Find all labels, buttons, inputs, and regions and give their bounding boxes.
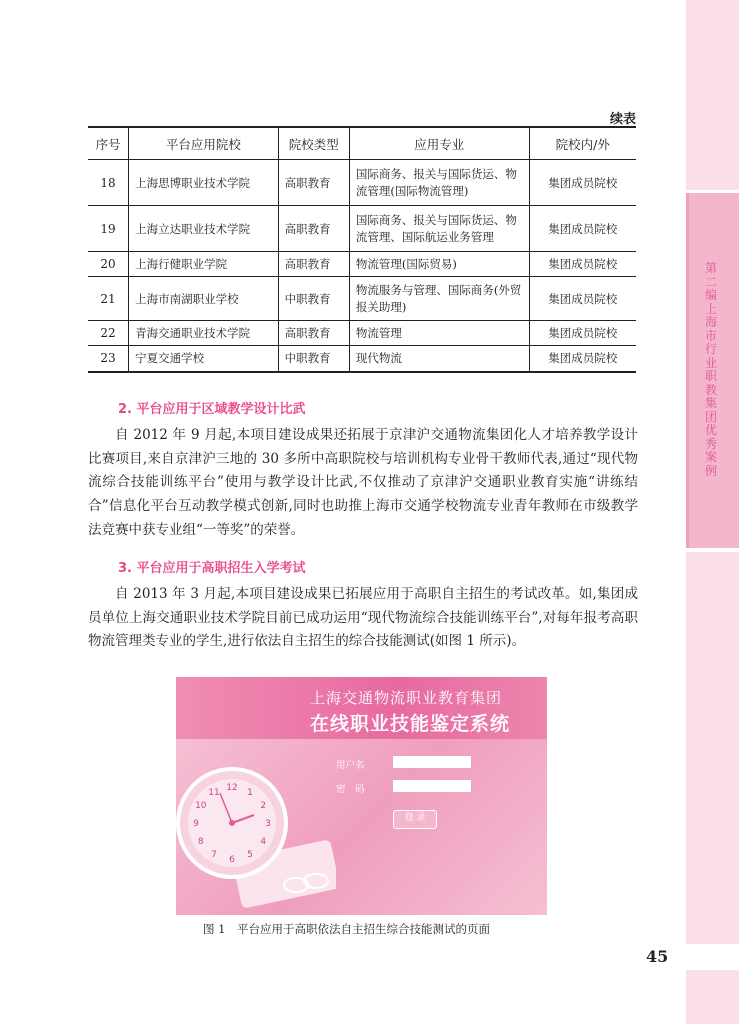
login-button[interactable]: 登 录 <box>393 810 437 829</box>
chapter-label: 第二编 上海市行业职教集团优秀案例 <box>704 261 717 478</box>
section-2-heading: 2. 平台应用于区域教学设计比武 <box>118 402 306 417</box>
clock-numeral: 9 <box>193 819 199 829</box>
cell-membership: 集团成员院校 <box>529 160 636 206</box>
section-2-body: 自 2012 年 9 月起,本项目建设成果还拓展于京津沪交通物流集团化人才培养教学设计比赛项目,来自京津沪三地的 30 多所中高职院校与培训机构专业骨干教师代表,通过“现代物流综合技能训练平台”使用与教学设计比武,不仅推动了京津沪交通职业教育实施“讲练结合”信息化平台互动教学模式创新,同时也助推上海市交通学校物流专业青年教师在市级教学法竞赛中获专业组“一等奖”的荣誉。 <box>88 427 638 538</box>
cell-no: 22 <box>88 321 129 346</box>
cell-major: 国际商务、报关与国际货运、物流管理、国际航运业务管理 <box>349 206 529 252</box>
cell-type: 高职教育 <box>278 252 349 277</box>
clock-numeral: 4 <box>260 837 267 847</box>
cell-institution: 上海思博职业技术学院 <box>129 160 279 206</box>
cell-no: 19 <box>88 206 129 252</box>
table-row <box>88 206 636 252</box>
figure-caption: 图 1 平台应用于高职依法自主招生综合技能测试的页面 <box>203 922 490 936</box>
cell-type: 中职教育 <box>278 277 349 321</box>
cell-institution: 上海行健职业学院 <box>129 252 279 277</box>
password-label: 密 码 <box>336 784 365 795</box>
side-band-top <box>686 0 739 190</box>
cell-type: 高职教育 <box>278 160 349 206</box>
header-major: 应用专业 <box>349 127 529 160</box>
cell-type: 高职教育 <box>278 206 349 252</box>
table-header-row <box>88 127 636 160</box>
cell-institution: 上海立达职业技术学院 <box>129 206 279 252</box>
clock-numeral: 3 <box>265 819 271 829</box>
section-3-body: 自 2013 年 3 月起,本项目建设成果已拓展应用于高职自主招生的考试改革。如,集团成员单位上海交通职业技术学院目前已成功运用“现代物流综合技能训练平台”,对每年报考高职物流管理类专业的学生,进行依法自主招生的综合技能测试(如图 1 所示)。 <box>88 586 638 650</box>
clock-numeral: 7 <box>211 850 217 861</box>
table-row <box>88 321 636 346</box>
cell-institution: 宁夏交通学校 <box>129 346 279 372</box>
cell-membership: 集团成员院校 <box>529 206 636 252</box>
header-type: 院校类型 <box>278 127 349 160</box>
cell-no: 23 <box>88 346 129 372</box>
table-row <box>88 277 636 321</box>
header-membership: 院校内/外 <box>529 127 636 160</box>
page-number: 45 <box>646 947 669 966</box>
clock-numeral: 12 <box>226 783 238 793</box>
username-input[interactable] <box>392 755 472 769</box>
header-no: 序号 <box>88 127 129 160</box>
side-decoration <box>686 0 739 1024</box>
clock-numeral: 10 <box>195 801 207 811</box>
clock-numeral: 5 <box>247 850 253 861</box>
clock-numeral: 1 <box>247 787 253 798</box>
cell-membership: 集团成员院校 <box>529 277 636 321</box>
cell-major: 物流管理(国际贸易) <box>349 252 529 277</box>
clock-numeral: 2 <box>260 801 267 811</box>
table-row <box>88 160 636 206</box>
clock-numeral: 6 <box>229 855 235 865</box>
cell-type: 中职教育 <box>278 346 349 372</box>
table-row <box>88 346 636 372</box>
header-institution: 平台应用院校 <box>129 127 279 160</box>
login-page-figure <box>176 677 547 915</box>
side-band-bottom <box>686 552 739 944</box>
username-label: 用户名 <box>336 760 365 771</box>
cell-major: 国际商务、报关与国际货运、物流管理(国际物流管理) <box>349 160 529 206</box>
cell-no: 21 <box>88 277 129 321</box>
clock-numeral: 8 <box>197 837 204 847</box>
clock-numeral: 11 <box>208 787 220 798</box>
cell-membership: 集团成员院校 <box>529 252 636 277</box>
institution-table <box>88 126 636 373</box>
cell-membership: 集团成员院校 <box>529 321 636 346</box>
password-input[interactable] <box>392 779 472 793</box>
table-row <box>88 252 636 277</box>
cell-institution: 青海交通职业技术学院 <box>129 321 279 346</box>
section-3-heading: 3. 平台应用于高职招生入学考试 <box>118 561 306 576</box>
cell-institution: 上海市南湖职业学校 <box>129 277 279 321</box>
clock-illustration <box>176 753 336 915</box>
cell-no: 20 <box>88 252 129 277</box>
table-continued-label: 续表 <box>609 112 636 127</box>
figure-title-line2: 在线职业技能鉴定系统 <box>310 713 511 735</box>
cell-type: 高职教育 <box>278 321 349 346</box>
cell-no: 18 <box>88 160 129 206</box>
figure-title-line1: 上海交通物流职业教育集团 <box>310 689 503 707</box>
cell-major: 物流管理 <box>349 321 529 346</box>
cell-major: 物流服务与管理、国际商务(外贸报关助理) <box>349 277 529 321</box>
cell-major: 现代物流 <box>349 346 529 372</box>
footer-band <box>686 970 739 1024</box>
cell-membership: 集团成员院校 <box>529 346 636 372</box>
